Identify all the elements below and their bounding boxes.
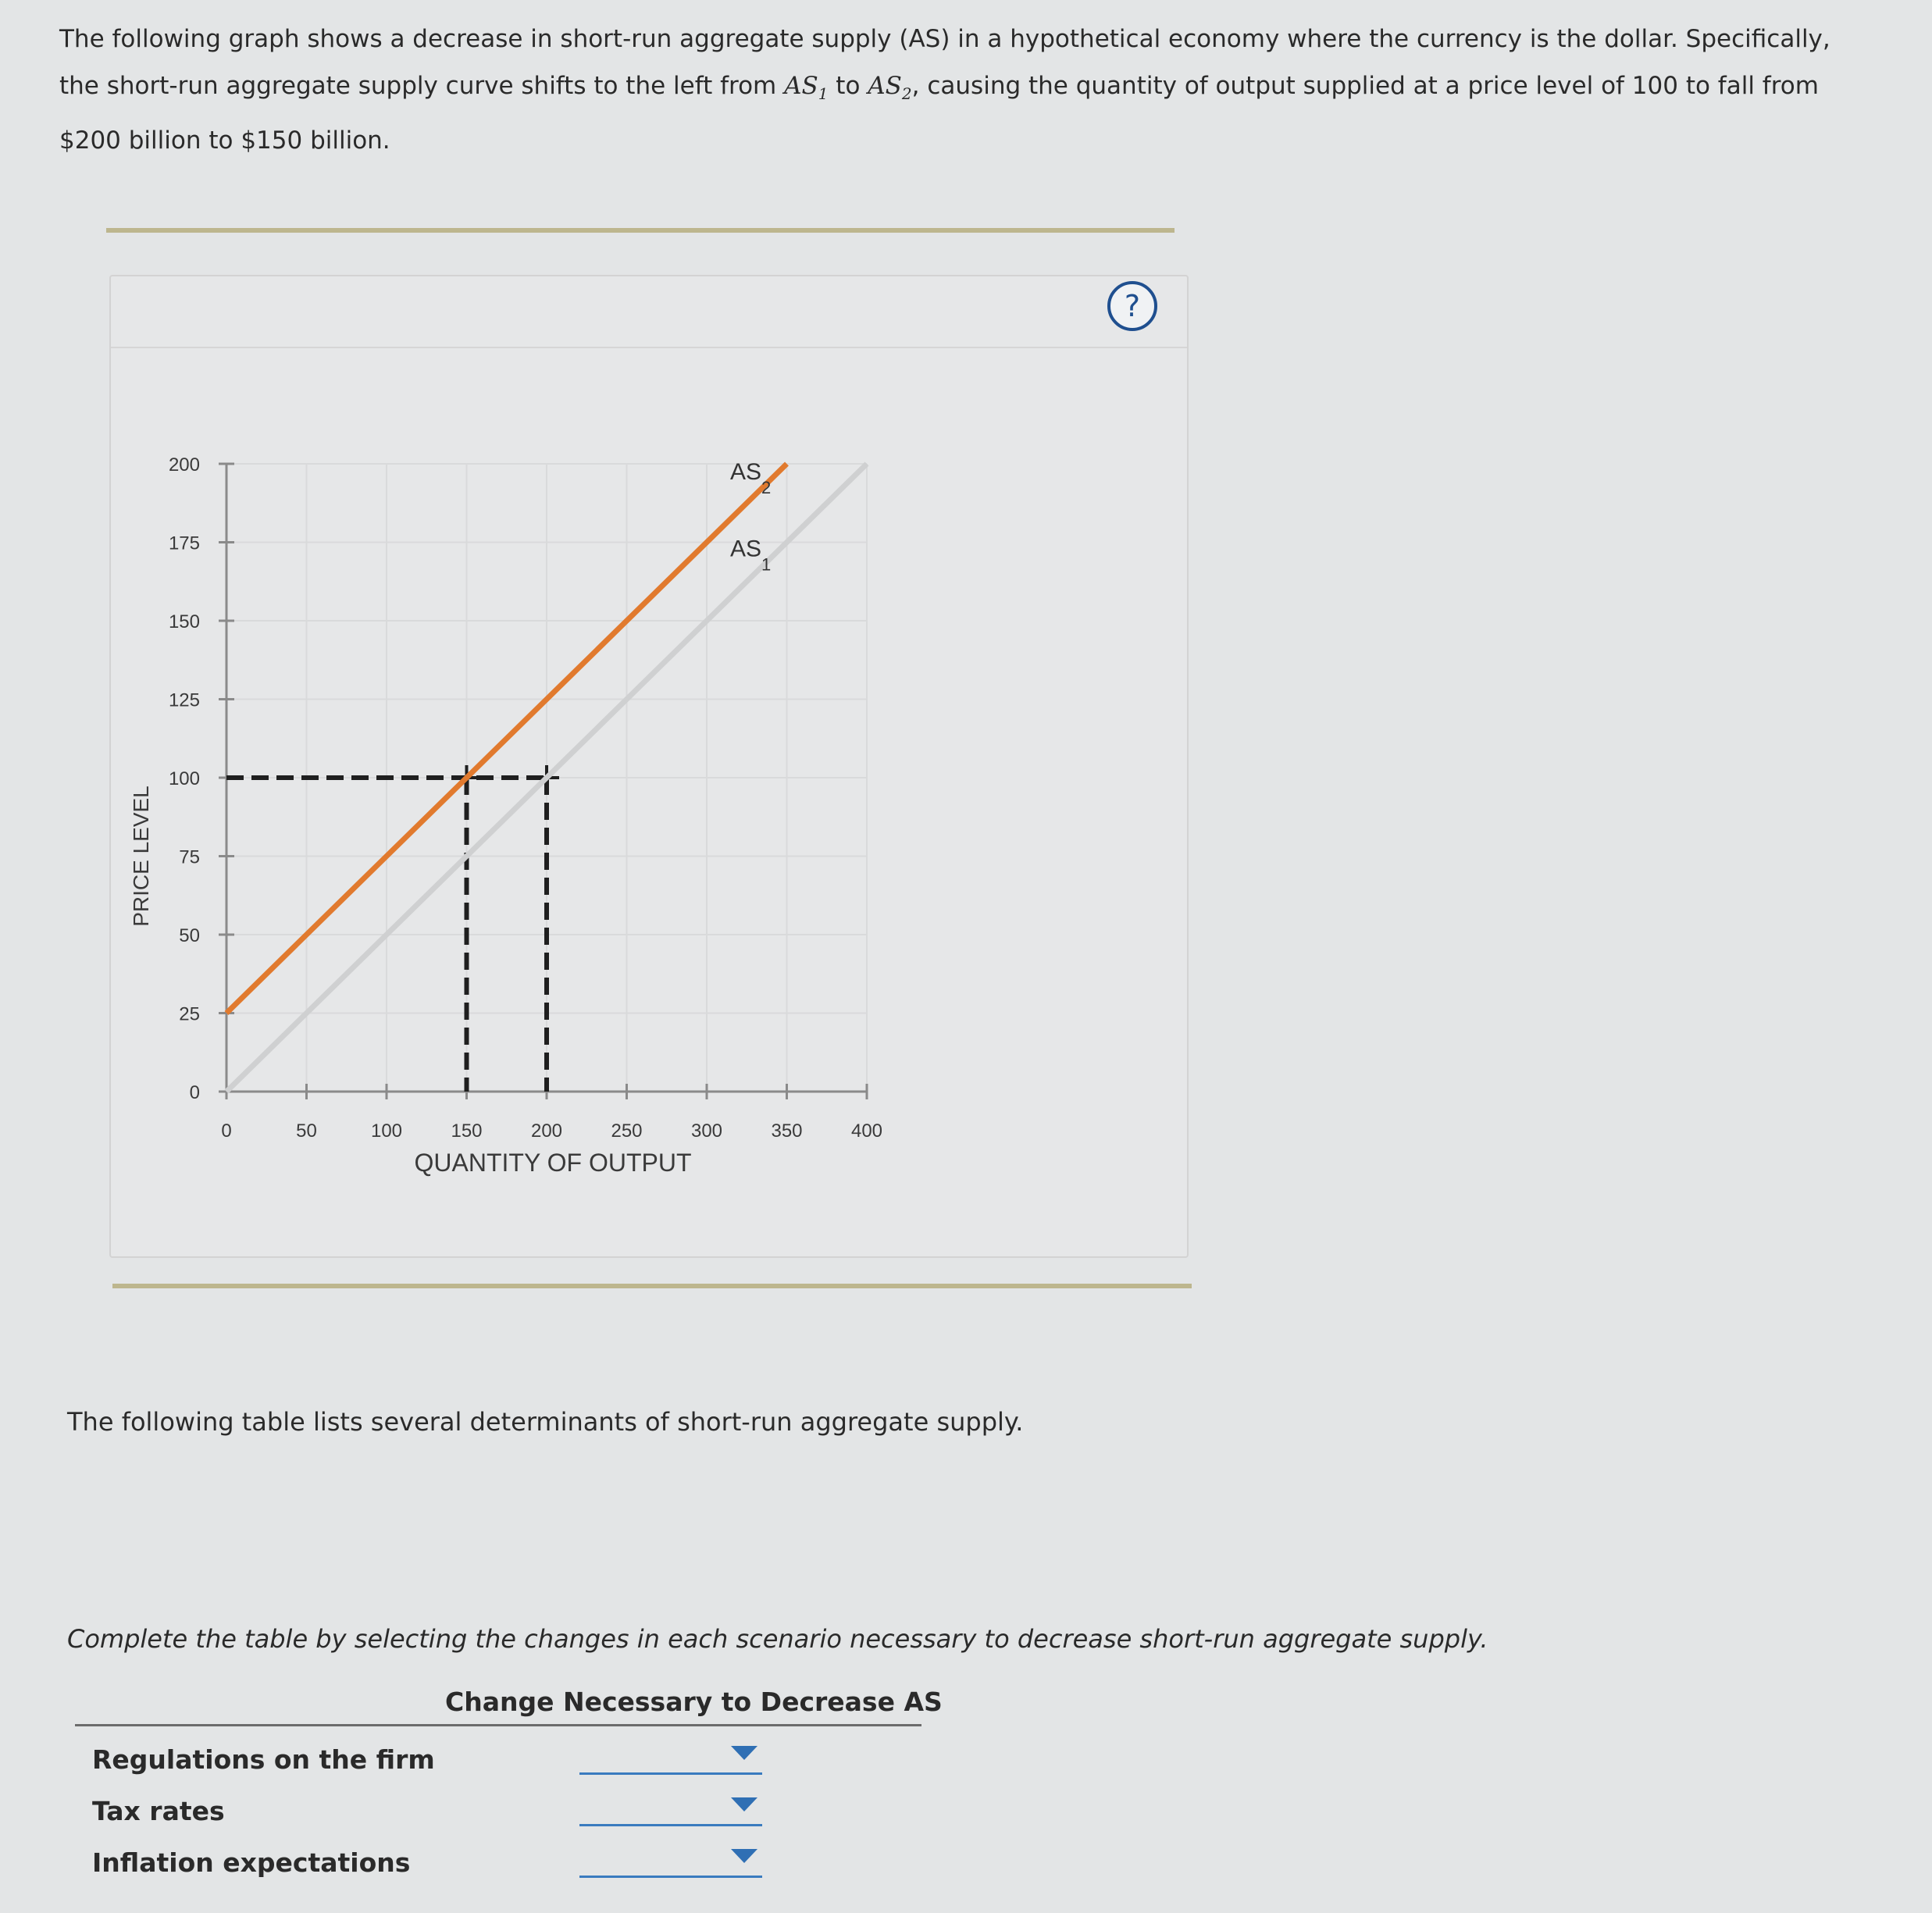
y-tick-label: 75 (179, 846, 200, 868)
as2-symbol: AS (868, 72, 902, 100)
y-tick-label: 50 (179, 925, 200, 946)
graph-bottom-divider (112, 1284, 1192, 1288)
chevron-down-icon (731, 1849, 757, 1863)
x-tick-label: 250 (611, 1120, 643, 1142)
chart-labels (129, 459, 771, 1177)
y-tick-label: 125 (168, 689, 200, 711)
row-label-tax-rates: Tax rates (92, 1796, 225, 1826)
dropdown-tax-rates[interactable] (579, 1790, 762, 1826)
as2-subscript: 2 (901, 84, 912, 104)
series-label-as2: $AS_2$ (730, 459, 772, 497)
chevron-down-icon (731, 1746, 757, 1760)
instruction-text: Complete the table by selecting the changes in each scenario necessary to decrease short-run aggregate supply. (67, 1624, 1488, 1654)
series-label-subscript: 2 (761, 478, 772, 497)
y-tick-label: 0 (189, 1082, 200, 1103)
y-axis-label: PRICE LEVEL (129, 786, 153, 927)
as1-subscript: 1 (818, 84, 829, 104)
y-tick-label: 150 (168, 611, 200, 632)
dropdown-inflation[interactable] (579, 1841, 762, 1878)
series-label-as1: $AS_1$ (730, 536, 772, 575)
x-tick-label: 0 (221, 1120, 232, 1142)
chevron-down-icon (731, 1797, 757, 1811)
intro-paragraph (59, 16, 1855, 164)
x-tick-label: 200 (530, 1120, 563, 1142)
y-tick-label: 100 (168, 768, 200, 789)
series-label-subscript: 1 (761, 554, 772, 575)
graph-panel-header-line (111, 347, 1187, 348)
row-label-regulations: Regulations on the firm (92, 1744, 435, 1775)
table-intro-text: The following table lists several determinants of short-run aggregate supply. (67, 1407, 1024, 1437)
dropdown-regulations[interactable] (579, 1738, 762, 1775)
y-tick-label: 25 (179, 1003, 200, 1025)
x-tick-label: 100 (370, 1120, 403, 1142)
as-chart (109, 422, 1125, 1202)
table-header-line (75, 1724, 921, 1726)
intro-text-2: to (828, 72, 868, 100)
x-tick-label: 400 (850, 1120, 883, 1142)
y-tick-label: 200 (168, 454, 200, 476)
x-tick-label: 350 (771, 1120, 803, 1142)
x-tick-label: 50 (296, 1120, 317, 1142)
x-axis-label: QUANTITY OF OUTPUT (414, 1149, 692, 1177)
graph-top-divider (106, 228, 1175, 233)
intro-text-1: The following graph shows a decrease in short-run aggregate supply (AS) in a hypothetical economy where the currency is the dollar. Specifically, the short-run aggregate supply curve shifts to the left from (59, 25, 1830, 100)
x-tick-label: 150 (451, 1120, 483, 1142)
x-tick-label: 300 (690, 1120, 723, 1142)
help-icon[interactable]: ? (1107, 281, 1157, 331)
y-tick-label: 175 (168, 533, 200, 554)
series-line-as2 (226, 464, 787, 1013)
as1-symbol: AS (784, 72, 818, 100)
table-header: Change Necessary to Decrease AS (445, 1687, 943, 1717)
row-label-inflation: Inflation expectations (92, 1847, 411, 1878)
intro-text-3: , causing the quantity of output supplied at a price level of 100 to fall from $200 billion to $150 billion. (59, 72, 1819, 155)
